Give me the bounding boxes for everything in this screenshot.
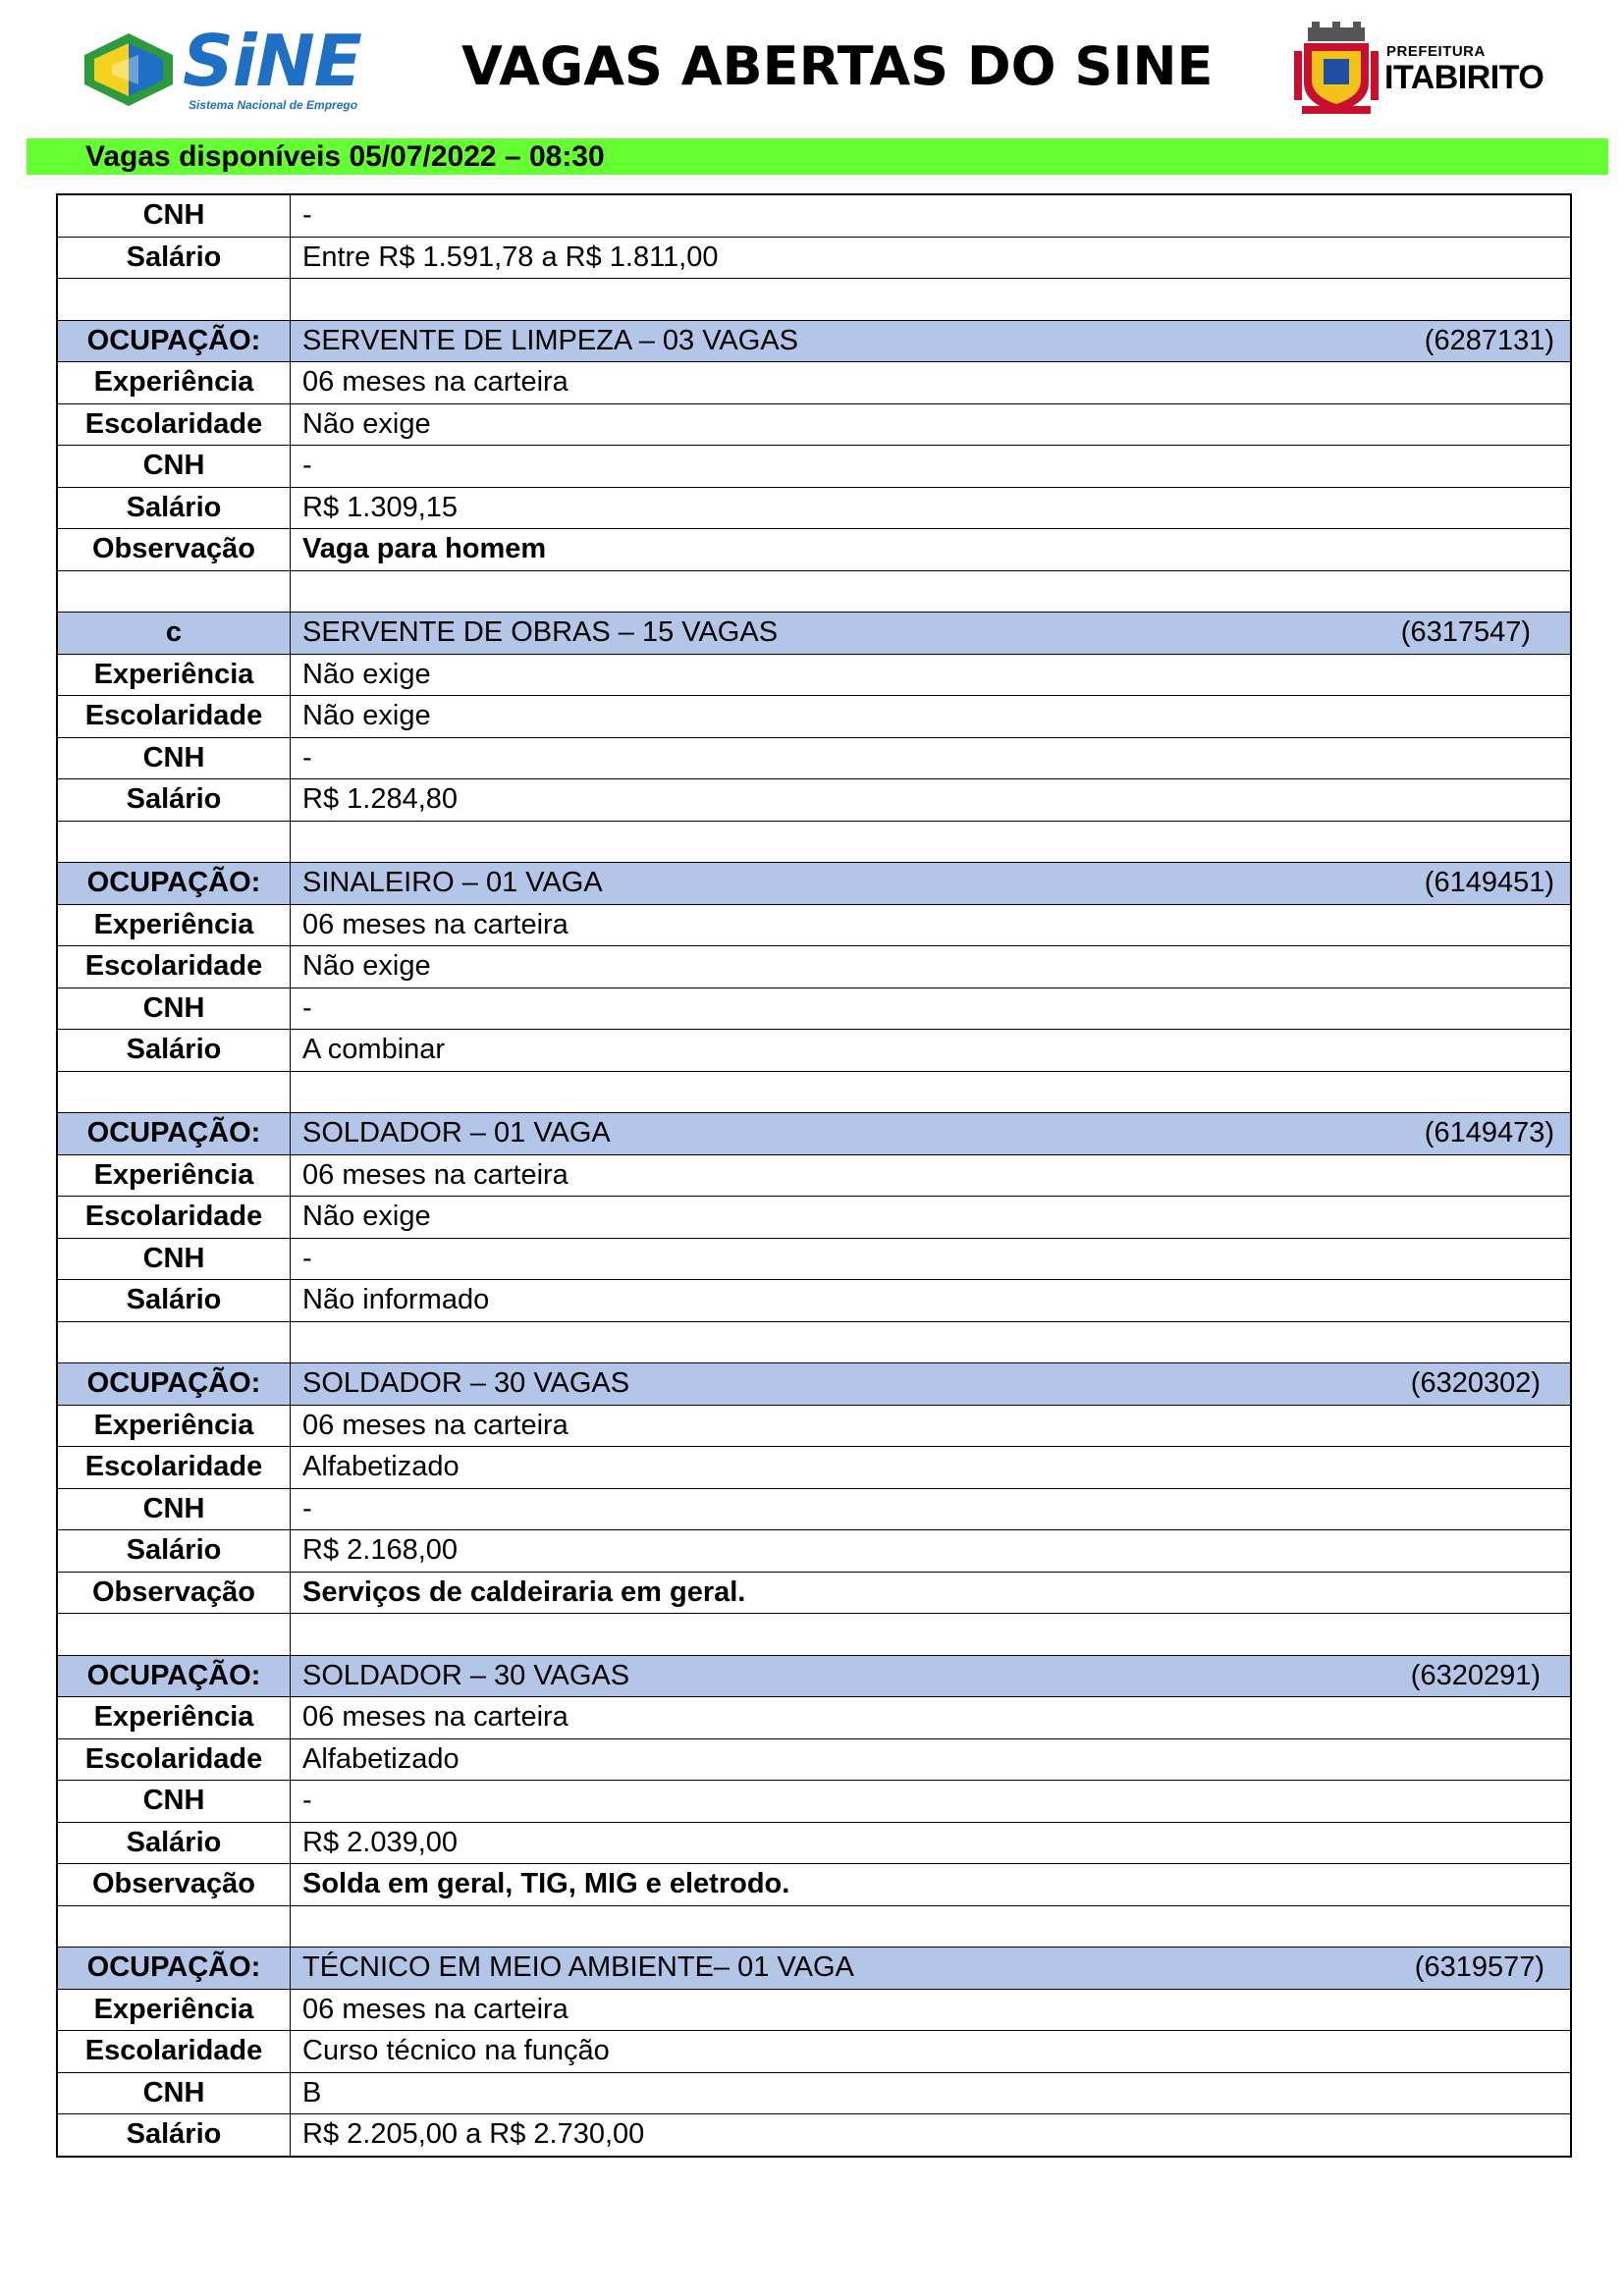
spacer-row [57,1905,1571,1948]
row-value: - [291,194,1572,237]
spacer-row [57,1614,1571,1656]
occupation-cell [291,1655,1572,1697]
empty-cell [57,570,291,613]
empty-cell [291,821,1572,863]
row-value: A combinar [291,1030,1572,1072]
empty-cell [57,279,291,321]
row-value: Não exige [291,946,1572,988]
row-label: Escolaridade [57,946,291,988]
page-title: VAGAS ABERTAS DO SINE [461,35,1214,97]
jobs-table [56,193,1572,2158]
occupation-title: SERVENTE DE OBRAS – 15 VAGAS [302,616,779,649]
table-row [57,1697,1571,1739]
row-label: CNH [57,194,291,237]
row-label: Observação [57,529,291,571]
row-label: OCUPAÇÃO: [57,1363,291,1406]
table-row [57,779,1571,822]
table-row [57,654,1571,696]
row-label: Observação [57,1864,291,1906]
row-label: Salário [57,779,291,822]
sine-logo-text: SiNE [183,20,361,102]
row-value: 06 meses na carteira [291,904,1572,946]
table-row [57,403,1571,446]
table-row [57,2072,1571,2114]
table-row [57,1238,1571,1280]
spacer-row [57,821,1571,863]
row-value: Não exige [291,654,1572,696]
page-header [0,0,1624,137]
row-label: CNH [57,737,291,779]
row-label: CNH [57,1488,291,1530]
sine-logo [84,20,361,114]
row-value: R$ 2.039,00 [291,1822,1572,1864]
table-row [57,1530,1571,1573]
row-value: Entre R$ 1.591,78 a R$ 1.811,00 [291,237,1572,279]
row-value: R$ 2.205,00 a R$ 2.730,00 [291,2114,1572,2157]
empty-cell [291,1614,1572,1656]
table-row [57,1447,1571,1489]
sine-logo-subtitle: Sistema Nacional de Emprego [189,98,358,112]
table-row [57,362,1571,404]
row-value: 06 meses na carteira [291,362,1572,404]
empty-cell [291,1905,1572,1948]
spacer-row [57,279,1571,321]
table-row [57,237,1571,279]
itabirito-crest-icon [1294,22,1379,116]
occupation-row [57,1655,1571,1697]
row-value: Alfabetizado [291,1447,1572,1489]
occupation-cell [291,1113,1572,1155]
row-value: Vaga para homem [291,529,1572,571]
row-label: Escolaridade [57,2031,291,2073]
job-code: (6320302) [1410,1367,1541,1400]
row-value: Alfabetizado [291,1738,1572,1781]
row-label: Salário [57,487,291,529]
row-label: c [57,613,291,655]
job-code: (6287131) [1424,324,1554,356]
row-label: Experiência [57,1154,291,1197]
city-name: ITABIRITO [1384,59,1544,96]
occupation-row [57,613,1571,655]
job-code: (6149451) [1424,867,1554,899]
table-row [57,1280,1571,1322]
row-label: Experiência [57,904,291,946]
row-label: Experiência [57,654,291,696]
occupation-cell [291,320,1572,362]
spacer-row [57,1071,1571,1113]
row-value: - [291,988,1572,1030]
occupation-row [57,1113,1571,1155]
table-row [57,1197,1571,1239]
occupation-row [57,320,1571,362]
table-row [57,194,1571,237]
spacer-row [57,1321,1571,1363]
empty-cell [291,1071,1572,1113]
occupation-row [57,863,1571,905]
row-value: Não exige [291,403,1572,446]
row-label: Salário [57,1530,291,1573]
table-row [57,1154,1571,1197]
job-code: (6320291) [1410,1659,1541,1691]
empty-cell [57,1071,291,1113]
row-value: - [291,446,1572,488]
empty-cell [291,1321,1572,1363]
occupation-title: SERVENTE DE LIMPEZA – 03 VAGAS [302,324,799,356]
row-value: Serviços de caldeiraria em geral. [291,1572,1572,1614]
empty-cell [291,570,1572,613]
row-label: OCUPAÇÃO: [57,1655,291,1697]
row-value: 06 meses na carteira [291,1989,1572,2031]
empty-cell [57,1321,291,1363]
table-row [57,1572,1571,1614]
table-row [57,1488,1571,1530]
table-row [57,446,1571,488]
row-label: Salário [57,237,291,279]
table-row [57,2114,1571,2157]
date-banner [27,138,1608,175]
table-row [57,529,1571,571]
row-label: CNH [57,2072,291,2114]
sine-logo-mark-icon [84,26,173,114]
row-label: OCUPAÇÃO: [57,1948,291,1990]
occupation-cell [291,863,1572,905]
row-label: CNH [57,1238,291,1280]
row-value: Não informado [291,1280,1572,1322]
row-label: Escolaridade [57,1738,291,1781]
row-label: Observação [57,1572,291,1614]
row-value: Curso técnico na função [291,2031,1572,2073]
row-value: Solda em geral, TIG, MIG e eletrodo. [291,1864,1572,1906]
occupation-cell [291,1948,1572,1990]
table-row [57,2031,1571,2073]
row-label: Salário [57,1030,291,1072]
row-value: Não exige [291,696,1572,738]
row-value: - [291,1488,1572,1530]
row-label: Experiência [57,1405,291,1447]
row-label: Salário [57,2114,291,2157]
table-row [57,988,1571,1030]
row-label: Salário [57,1822,291,1864]
table-row [57,1822,1571,1864]
table-row [57,1781,1571,1823]
table-row [57,1989,1571,2031]
row-value: R$ 1.284,80 [291,779,1572,822]
occupation-row [57,1363,1571,1406]
row-label: Escolaridade [57,696,291,738]
job-code: (6317547) [1400,616,1531,649]
row-value: 06 meses na carteira [291,1697,1572,1739]
table-row [57,904,1571,946]
job-code: (6149473) [1424,1117,1554,1149]
occupation-title: SOLDADOR – 30 VAGAS [302,1367,630,1400]
banner-text: Vagas disponíveis 05/07/2022 – 08:30 [85,140,605,173]
job-code: (6319577) [1414,1951,1544,1984]
occupation-title: SINALEIRO – 01 VAGA [302,867,603,899]
occupation-title: SOLDADOR – 01 VAGA [302,1117,611,1149]
row-label: Experiência [57,1697,291,1739]
occupation-cell [291,613,1572,655]
row-label: Experiência [57,362,291,404]
row-value: B [291,2072,1572,2114]
table-row [57,946,1571,988]
row-value: R$ 2.168,00 [291,1530,1572,1573]
row-value: 06 meses na carteira [291,1154,1572,1197]
row-value: - [291,1781,1572,1823]
occupation-cell [291,1363,1572,1406]
row-label: OCUPAÇÃO: [57,1113,291,1155]
occupation-title: TÉCNICO EM MEIO AMBIENTE– 01 VAGA [302,1951,854,1984]
row-value: Não exige [291,1197,1572,1239]
row-label: Experiência [57,1989,291,2031]
table-row [57,1030,1571,1072]
row-label: OCUPAÇÃO: [57,320,291,362]
occupation-row [57,1948,1571,1990]
row-label: OCUPAÇÃO: [57,863,291,905]
prefeitura-label: PREFEITURA [1386,43,1486,60]
table-row [57,696,1571,738]
row-value: 06 meses na carteira [291,1405,1572,1447]
empty-cell [57,1905,291,1948]
row-value: - [291,737,1572,779]
row-label: Salário [57,1280,291,1322]
row-value: R$ 1.309,15 [291,487,1572,529]
occupation-title: SOLDADOR – 30 VAGAS [302,1659,630,1691]
table-row [57,1405,1571,1447]
empty-cell [291,279,1572,321]
row-label: CNH [57,988,291,1030]
empty-cell [57,1614,291,1656]
row-value: - [291,1238,1572,1280]
row-label: Escolaridade [57,1197,291,1239]
table-row [57,1864,1571,1906]
row-label: Escolaridade [57,1447,291,1489]
table-row [57,487,1571,529]
row-label: CNH [57,1781,291,1823]
row-label: Escolaridade [57,403,291,446]
prefeitura-logo [1294,22,1549,116]
table-row [57,737,1571,779]
table-row [57,1738,1571,1781]
row-label: CNH [57,446,291,488]
empty-cell [57,821,291,863]
spacer-row [57,570,1571,613]
